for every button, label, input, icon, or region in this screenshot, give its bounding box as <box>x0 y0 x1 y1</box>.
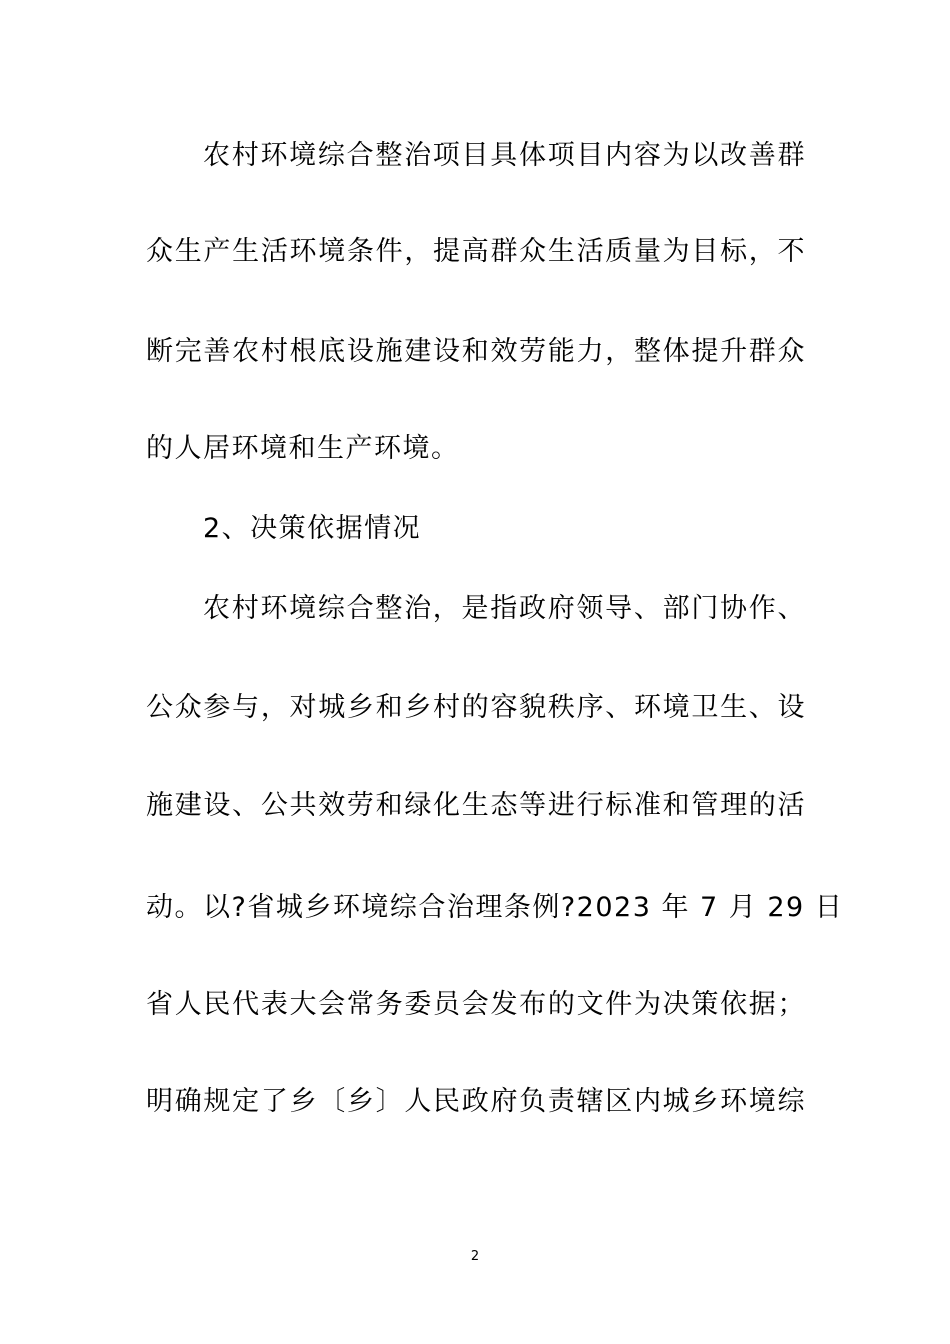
text-line: 省人民代表大会常务委员会发布的文件为决策依据； <box>146 989 806 1020</box>
text-line: 施建设、公共效劳和绿化生态等进行标准和管理的活 <box>146 790 806 821</box>
page-number: 2 <box>470 1249 480 1264</box>
text-line: 的人居环境和生产环境。 <box>146 433 460 464</box>
text-line: 动。以?省城乡环境综合治理条例?2023 年 7 月 29 日 <box>146 892 844 923</box>
text-line: 众生产生活环境条件，提高群众生活质量为目标，不 <box>146 236 806 267</box>
text-line: 农村环境综合整治项目具体项目内容为以改善群 <box>203 140 806 171</box>
section-heading: 2、决策依据情况 <box>203 513 422 544</box>
text-line: 农村环境综合整治，是指政府领导、部门协作、 <box>203 593 806 624</box>
text-line: 公众参与，对城乡和乡村的容貌秩序、环境卫生、设 <box>146 692 806 723</box>
text-line: 断完善农村根底设施建设和效劳能力，整体提升群众 <box>146 336 806 367</box>
text-line: 明确规定了乡〔乡〕人民政府负责辖区内城乡环境综 <box>146 1086 806 1117</box>
